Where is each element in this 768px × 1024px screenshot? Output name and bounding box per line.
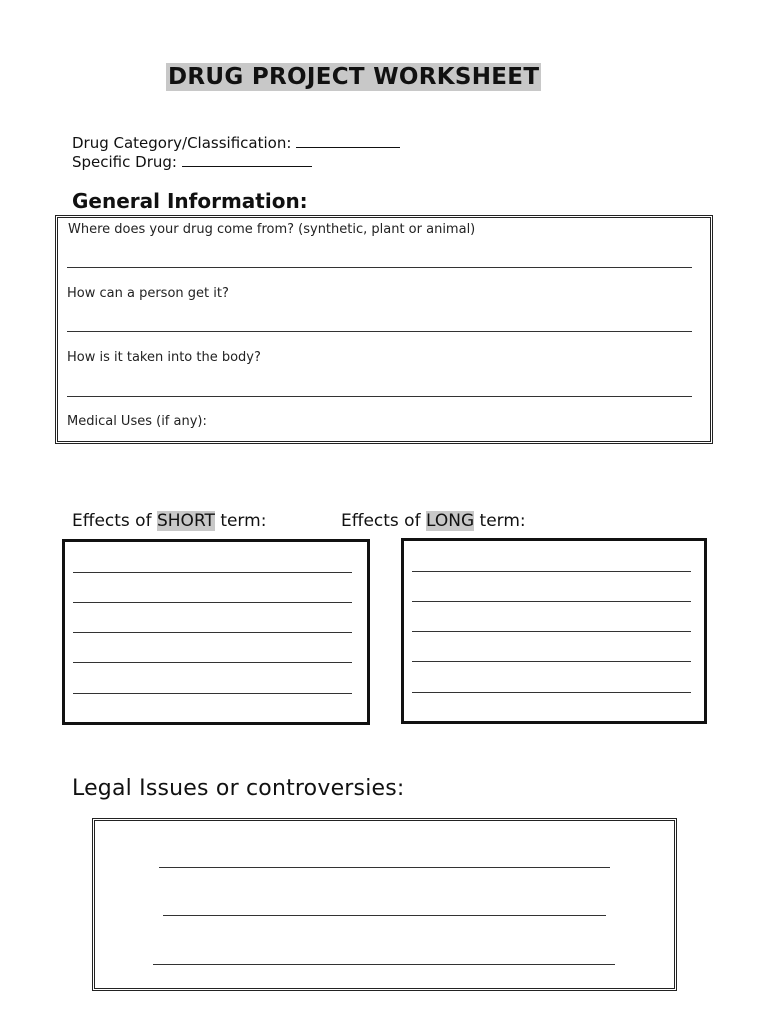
long-answer-line-5[interactable] [412, 692, 691, 693]
legal-answer-line-1[interactable] [159, 867, 610, 868]
general-information-heading: General Information: [72, 189, 308, 213]
short-answer-line-1[interactable] [73, 572, 352, 573]
question-obtain: How can a person get it? [67, 286, 229, 301]
specific-drug-label: Specific Drug: [72, 153, 177, 171]
specific-drug-blank[interactable] [182, 152, 312, 167]
general-information-box [55, 215, 713, 444]
specific-drug-field [72, 152, 312, 172]
drug-category-blank[interactable] [296, 133, 400, 148]
drug-category-field [72, 133, 400, 153]
page-title: DRUG PROJECT WORKSHEET [168, 64, 540, 90]
long-answer-line-1[interactable] [412, 571, 691, 572]
answer-line-intake[interactable] [67, 396, 692, 397]
short-answer-line-5[interactable] [73, 693, 352, 694]
question-intake: How is it taken into the body? [67, 350, 261, 365]
short-answer-line-4[interactable] [73, 662, 352, 663]
long-term-suffix: term: [479, 511, 526, 531]
short-term-effects-label [72, 511, 266, 531]
legal-issues-heading: Legal Issues or controversies: [72, 776, 405, 801]
long-term-prefix: Effects of [341, 511, 421, 531]
long-answer-line-3[interactable] [412, 631, 691, 632]
long-term-effects-label [341, 511, 526, 531]
short-term-suffix: term: [220, 511, 267, 531]
question-source: Where does your drug come from? (synthetic, plant or animal) [68, 222, 476, 237]
short-term-prefix: Effects of [72, 511, 152, 531]
short-answer-line-2[interactable] [73, 602, 352, 603]
drug-category-label: Drug Category/Classification: [72, 134, 292, 152]
legal-answer-line-2[interactable] [163, 915, 606, 916]
legal-issues-box [92, 818, 677, 991]
long-answer-line-2[interactable] [412, 601, 691, 602]
long-answer-line-4[interactable] [412, 661, 691, 662]
answer-line-obtain[interactable] [67, 331, 692, 332]
legal-answer-line-3[interactable] [153, 964, 615, 965]
short-answer-line-3[interactable] [73, 632, 352, 633]
short-highlight: SHORT [156, 511, 215, 531]
long-highlight: LONG [425, 511, 475, 531]
question-medical-uses: Medical Uses (if any): [67, 414, 207, 429]
answer-line-source[interactable] [67, 267, 692, 268]
